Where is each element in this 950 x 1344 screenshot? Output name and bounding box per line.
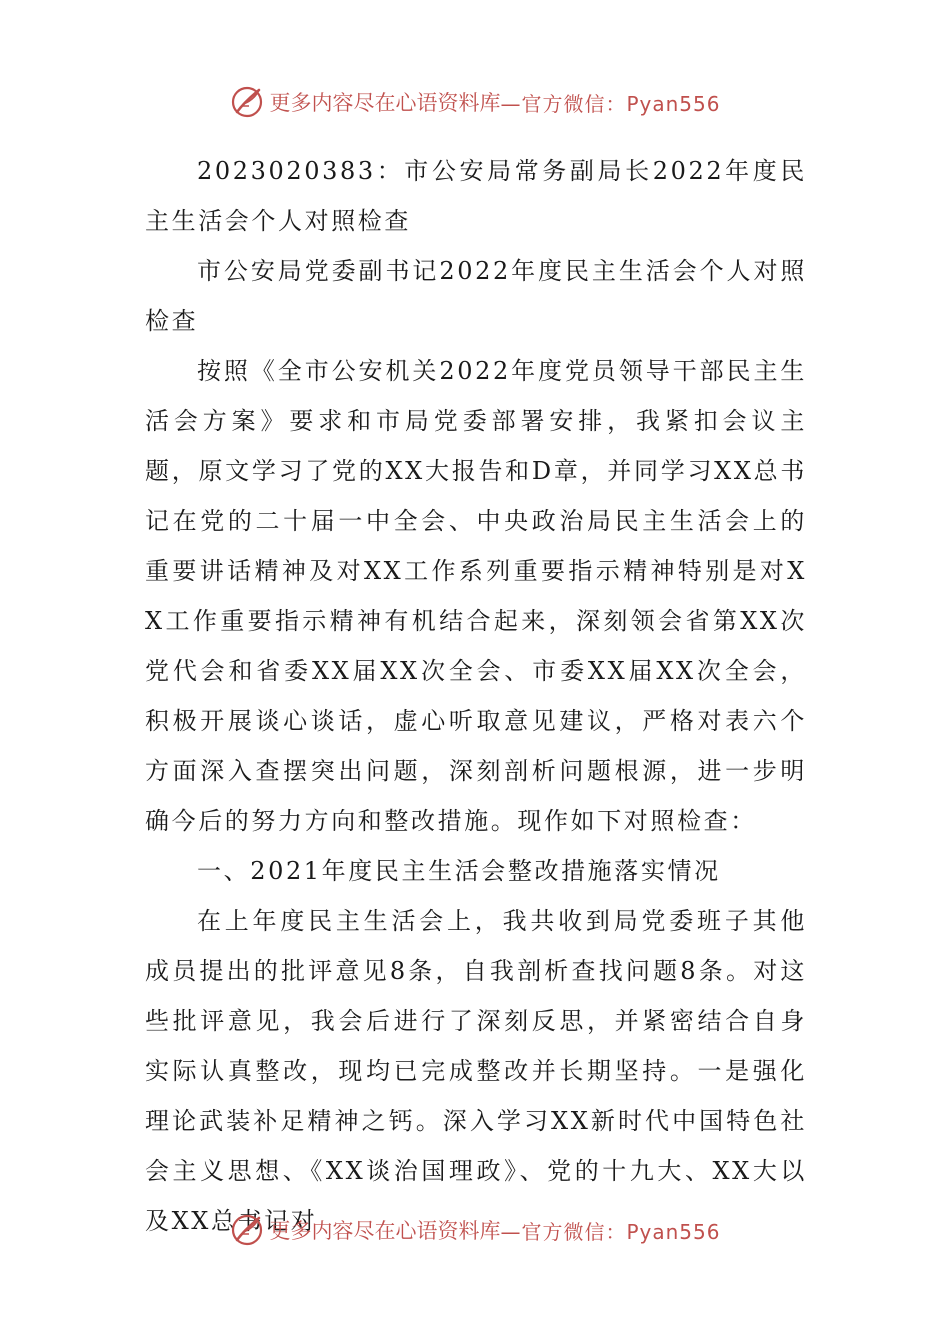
document-body xyxy=(145,146,807,1246)
banner-official-account-text: —官方微信：Pyan556 xyxy=(500,91,721,116)
banner-official-account-text: —官方微信：Pyan556 xyxy=(500,1219,721,1244)
header-watermark-banner xyxy=(0,80,950,124)
banner-brand-text: 更多内容尽在心语资料库 xyxy=(269,91,501,115)
quill-logo-icon xyxy=(229,84,265,120)
footer-watermark-banner xyxy=(0,1208,950,1252)
banner-brand-text: 更多内容尽在心语资料库 xyxy=(269,1219,501,1243)
document-title: 2023020383：市公安局常务副局长2022年度民主生活会个人对照检查 xyxy=(145,157,807,235)
section-1-heading: 一、2021年度民主生活会整改措施落实情况 xyxy=(197,857,721,885)
document-subtitle: 市公安局党委副书记2022年度民主生活会个人对照检查 xyxy=(145,257,807,335)
intro-paragraph: 按照《全市公安机关2022年度党员领导干部民主生活会方案》要求和市局党委部署安排，我紧扣会议主题，原文学习了党的XX大报告和D章，并同学习XX总书记在党的二十届一中全会、中央政治局民主生活会上的重要讲话精神及对XX工作系列重要指示精神特别是对XX工作重要指示精神有机结合起来，深刻领会省第XX次党代会和省委XX届XX次全会、市委XX届XX次全会，积极开展谈心谈话，虚心听取意见建议，严格对表六个方面深入查摆突出问题，深刻剖析问题根源，进一步明确今后的努力方向和整改措施。现作如下对照检查： xyxy=(145,357,807,835)
quill-logo-icon xyxy=(229,1212,265,1248)
section-1-paragraph: 在上年度民主生活会上，我共收到局党委班子其他成员提出的批评意见8条，自我剖析查找问题8条。对这些批评意见，我会后进行了深刻反思，并紧密结合自身实际认真整改，现均已完成整改并长期坚持。一是强化理论武装补足精神之钙。深入学习XX新时代中国特色社会主义思想、《XX谈治国理政》、党的十九大、XX大以及XX总书记对 xyxy=(145,907,807,1235)
